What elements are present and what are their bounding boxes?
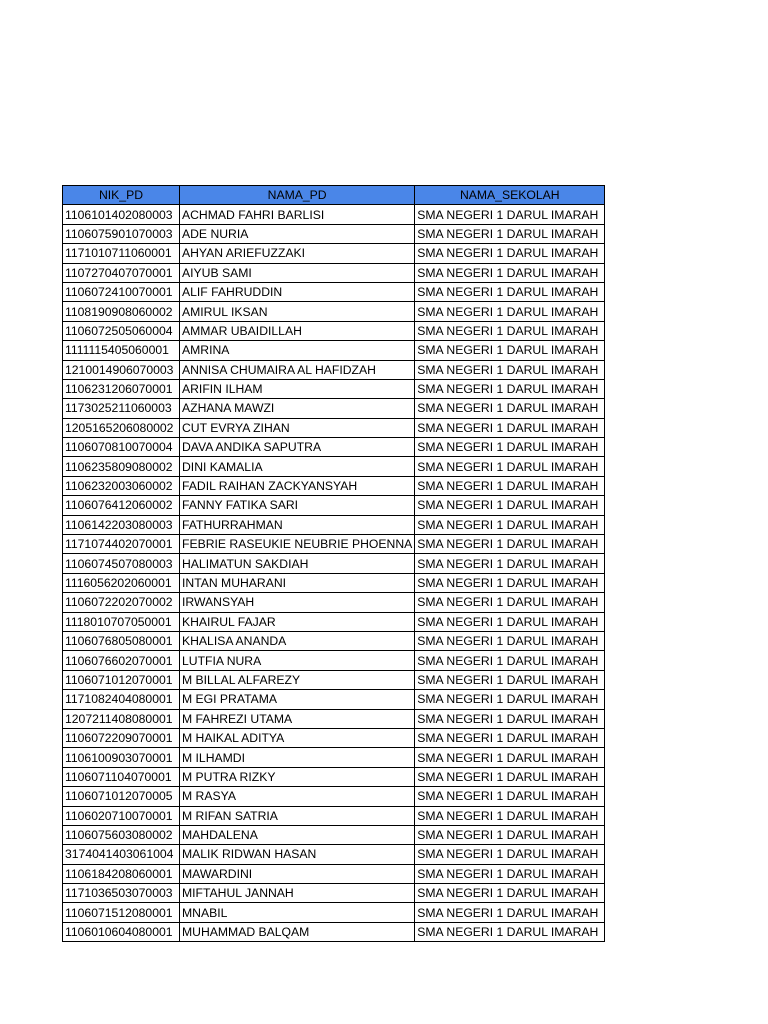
cell-nik-pd: 1106010604080001 [63,922,180,941]
cell-nama-pd: DAVA ANDIKA SAPUTRA [180,438,415,457]
cell-nama-sekolah: SMA NEGERI 1 DARUL IMARAH [415,379,605,398]
table-row [63,787,605,806]
cell-nama-pd: M HAIKAL ADITYA [180,728,415,747]
cell-nama-pd: M RIFAN SATRIA [180,806,415,825]
table-row [63,321,605,340]
cell-nama-sekolah: SMA NEGERI 1 DARUL IMARAH [415,282,605,301]
cell-nik-pd: 1108190908060002 [63,302,180,321]
cell-nik-pd: 1106235809080002 [63,457,180,476]
cell-nama-sekolah: SMA NEGERI 1 DARUL IMARAH [415,263,605,282]
cell-nama-sekolah: SMA NEGERI 1 DARUL IMARAH [415,631,605,650]
cell-nama-sekolah: SMA NEGERI 1 DARUL IMARAH [415,884,605,903]
cell-nik-pd: 1205165206080002 [63,418,180,437]
cell-nama-pd: AZHANA MAWZI [180,399,415,418]
cell-nik-pd: 1116056202060001 [63,573,180,592]
cell-nama-sekolah: SMA NEGERI 1 DARUL IMARAH [415,418,605,437]
cell-nama-sekolah: SMA NEGERI 1 DARUL IMARAH [415,709,605,728]
cell-nama-pd: MAHDALENA [180,825,415,844]
cell-nama-pd: ADE NURIA [180,224,415,243]
cell-nik-pd: 1106070810070004 [63,438,180,457]
cell-nama-pd: AMMAR UBAIDILLAH [180,321,415,340]
cell-nama-sekolah: SMA NEGERI 1 DARUL IMARAH [415,399,605,418]
cell-nama-sekolah: SMA NEGERI 1 DARUL IMARAH [415,690,605,709]
cell-nama-sekolah: SMA NEGERI 1 DARUL IMARAH [415,748,605,767]
cell-nama-pd: AIYUB SAMI [180,263,415,282]
table-row [63,496,605,515]
cell-nama-pd: ARIFIN ILHAM [180,379,415,398]
table-row [63,709,605,728]
cell-nama-sekolah: SMA NEGERI 1 DARUL IMARAH [415,903,605,922]
cell-nama-pd: AMRINA [180,341,415,360]
cell-nama-sekolah: SMA NEGERI 1 DARUL IMARAH [415,457,605,476]
table-row [63,806,605,825]
cell-nik-pd: 1106074507080003 [63,554,180,573]
cell-nik-pd: 1171074402070001 [63,535,180,554]
cell-nama-pd: AMIRUL IKSAN [180,302,415,321]
cell-nik-pd: 1207211408080001 [63,709,180,728]
table-row [63,418,605,437]
cell-nama-pd: M BILLAL ALFAREZY [180,670,415,689]
table-row [63,903,605,922]
cell-nama-pd: INTAN MUHARANI [180,573,415,592]
cell-nama-sekolah: SMA NEGERI 1 DARUL IMARAH [415,302,605,321]
table-row [63,864,605,883]
cell-nama-pd: M ILHAMDI [180,748,415,767]
cell-nama-pd: FADIL RAIHAN ZACKYANSYAH [180,476,415,495]
cell-nik-pd: 1106076805080001 [63,631,180,650]
cell-nik-pd: 1106076412060002 [63,496,180,515]
cell-nama-pd: M RASYA [180,787,415,806]
table-row [63,690,605,709]
cell-nama-sekolah: SMA NEGERI 1 DARUL IMARAH [415,244,605,263]
table-row [63,341,605,360]
cell-nama-pd: ANNISA CHUMAIRA AL HAFIDZAH [180,360,415,379]
table-row [63,728,605,747]
cell-nama-pd: DINI KAMALIA [180,457,415,476]
cell-nama-pd: AHYAN ARIEFUZZAKI [180,244,415,263]
cell-nik-pd: 1106072505060004 [63,321,180,340]
cell-nama-sekolah: SMA NEGERI 1 DARUL IMARAH [415,670,605,689]
cell-nik-pd: 1106075603080002 [63,825,180,844]
table-body [63,205,605,942]
table-row [63,845,605,864]
table-row [63,631,605,650]
cell-nik-pd: 1106071104070001 [63,767,180,786]
table-row [63,224,605,243]
cell-nama-sekolah: SMA NEGERI 1 DARUL IMARAH [415,573,605,592]
cell-nama-pd: HALIMATUN SAKDIAH [180,554,415,573]
table-row [63,535,605,554]
cell-nama-sekolah: SMA NEGERI 1 DARUL IMARAH [415,341,605,360]
cell-nama-sekolah: SMA NEGERI 1 DARUL IMARAH [415,438,605,457]
table-row [63,593,605,612]
cell-nama-pd: ACHMAD FAHRI BARLISI [180,205,415,224]
cell-nama-pd: M FAHREZI UTAMA [180,709,415,728]
cell-nama-sekolah: SMA NEGERI 1 DARUL IMARAH [415,554,605,573]
table-row [63,438,605,457]
cell-nik-pd: 1171036503070003 [63,884,180,903]
cell-nama-sekolah: SMA NEGERI 1 DARUL IMARAH [415,651,605,670]
cell-nama-pd: FANNY FATIKA SARI [180,496,415,515]
cell-nama-sekolah: SMA NEGERI 1 DARUL IMARAH [415,205,605,224]
table-row [63,612,605,631]
cell-nik-pd: 1106071512080001 [63,903,180,922]
cell-nik-pd: 1106071012070005 [63,787,180,806]
cell-nama-pd: MAWARDINI [180,864,415,883]
cell-nama-sekolah: SMA NEGERI 1 DARUL IMARAH [415,476,605,495]
table-row [63,573,605,592]
cell-nik-pd: 1107270407070001 [63,263,180,282]
cell-nama-sekolah: SMA NEGERI 1 DARUL IMARAH [415,612,605,631]
cell-nama-sekolah: SMA NEGERI 1 DARUL IMARAH [415,515,605,534]
table-row [63,767,605,786]
cell-nama-pd: FATHURRAHMAN [180,515,415,534]
cell-nama-sekolah: SMA NEGERI 1 DARUL IMARAH [415,593,605,612]
cell-nik-pd: 1118010707050001 [63,612,180,631]
cell-nama-sekolah: SMA NEGERI 1 DARUL IMARAH [415,321,605,340]
table-row [63,244,605,263]
table-row [63,554,605,573]
cell-nik-pd: 1210014906070003 [63,360,180,379]
header-nama-sekolah: NAMA_SEKOLAH [415,186,605,205]
cell-nik-pd: 1106232003060002 [63,476,180,495]
cell-nama-pd: KHAIRUL FAJAR [180,612,415,631]
cell-nik-pd: 1173025211060003 [63,399,180,418]
cell-nama-sekolah: SMA NEGERI 1 DARUL IMARAH [415,787,605,806]
cell-nama-sekolah: SMA NEGERI 1 DARUL IMARAH [415,864,605,883]
cell-nama-pd: LUTFIA NURA [180,651,415,670]
cell-nama-sekolah: SMA NEGERI 1 DARUL IMARAH [415,360,605,379]
cell-nik-pd: 1106072410070001 [63,282,180,301]
cell-nama-sekolah: SMA NEGERI 1 DARUL IMARAH [415,496,605,515]
cell-nama-sekolah: SMA NEGERI 1 DARUL IMARAH [415,535,605,554]
cell-nama-pd: ALIF FAHRUDDIN [180,282,415,301]
cell-nama-sekolah: SMA NEGERI 1 DARUL IMARAH [415,825,605,844]
cell-nama-pd: MALIK RIDWAN HASAN [180,845,415,864]
cell-nik-pd: 1106072202070002 [63,593,180,612]
cell-nik-pd: 3174041403061004 [63,845,180,864]
table-row [63,748,605,767]
cell-nik-pd: 1111115405060001 [63,341,180,360]
cell-nik-pd: 1106071012070001 [63,670,180,689]
cell-nik-pd: 1171010711060001 [63,244,180,263]
table-row [63,399,605,418]
table-row [63,922,605,941]
cell-nama-sekolah: SMA NEGERI 1 DARUL IMARAH [415,845,605,864]
cell-nama-pd: KHALISA ANANDA [180,631,415,650]
cell-nik-pd: 1171082404080001 [63,690,180,709]
header-row [63,186,605,205]
cell-nama-sekolah: SMA NEGERI 1 DARUL IMARAH [415,767,605,786]
cell-nik-pd: 1106100903070001 [63,748,180,767]
table-row [63,360,605,379]
table-row [63,205,605,224]
table-row [63,379,605,398]
cell-nama-sekolah: SMA NEGERI 1 DARUL IMARAH [415,806,605,825]
cell-nama-pd: MIFTAHUL JANNAH [180,884,415,903]
cell-nama-sekolah: SMA NEGERI 1 DARUL IMARAH [415,922,605,941]
cell-nama-pd: MNABIL [180,903,415,922]
table-row [63,476,605,495]
cell-nik-pd: 1106075901070003 [63,224,180,243]
table-row [63,457,605,476]
table-row [63,825,605,844]
table-row [63,263,605,282]
table-row [63,282,605,301]
cell-nama-sekolah: SMA NEGERI 1 DARUL IMARAH [415,728,605,747]
cell-nik-pd: 1106142203080003 [63,515,180,534]
cell-nama-pd: MUHAMMAD BALQAM [180,922,415,941]
table-row [63,651,605,670]
cell-nik-pd: 1106231206070001 [63,379,180,398]
header-nik-pd: NIK_PD [63,186,180,205]
table-row [63,884,605,903]
cell-nama-sekolah: SMA NEGERI 1 DARUL IMARAH [415,224,605,243]
table-row [63,670,605,689]
cell-nama-pd: FEBRIE RASEUKIE NEUBRIE PHOENNA [180,535,415,554]
table-row [63,515,605,534]
data-table [62,185,605,942]
cell-nama-pd: M PUTRA RIZKY [180,767,415,786]
cell-nik-pd: 1106184208060001 [63,864,180,883]
header-nama-pd: NAMA_PD [180,186,415,205]
table-row [63,302,605,321]
cell-nik-pd: 1106101402080003 [63,205,180,224]
cell-nik-pd: 1106020710070001 [63,806,180,825]
cell-nik-pd: 1106072209070001 [63,728,180,747]
cell-nama-pd: CUT EVRYA ZIHAN [180,418,415,437]
cell-nama-pd: IRWANSYAH [180,593,415,612]
cell-nik-pd: 1106076602070001 [63,651,180,670]
cell-nama-pd: M EGI PRATAMA [180,690,415,709]
